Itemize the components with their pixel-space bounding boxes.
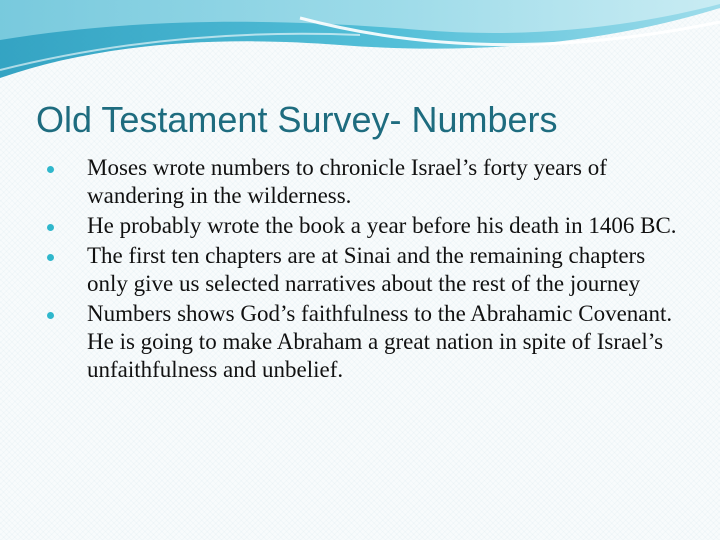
bullet-dot-icon: [47, 312, 54, 319]
bullet-item: [36, 242, 686, 298]
bullet-dot-icon: [47, 166, 54, 173]
bullet-item: [36, 212, 686, 240]
bullet-text: Numbers shows God’s faithfulness to the Abrahamic Covenant. He is going to make Abraham a great nation in spite of Israel’s unfaithfulness and unbelief.: [87, 301, 673, 382]
bullet-dot-icon: [47, 224, 54, 231]
bullet-text: The first ten chapters are at Sinai and the remaining chapters only give us selected narratives about the rest of the journey: [87, 243, 646, 296]
bullet-item: [36, 154, 686, 210]
bullet-text: He probably wrote the book a year before his death in 1406 BC.: [87, 213, 677, 238]
header-wave-decoration: [0, 0, 720, 90]
bullet-text: Moses wrote numbers to chronicle Israel’s forty years of wandering in the wilderness.: [87, 155, 607, 208]
bullet-list: [36, 154, 686, 386]
bullet-dot-icon: [47, 254, 54, 261]
bullet-item: [36, 300, 686, 384]
slide-title: Old Testament Survey- Numbers: [36, 99, 558, 140]
